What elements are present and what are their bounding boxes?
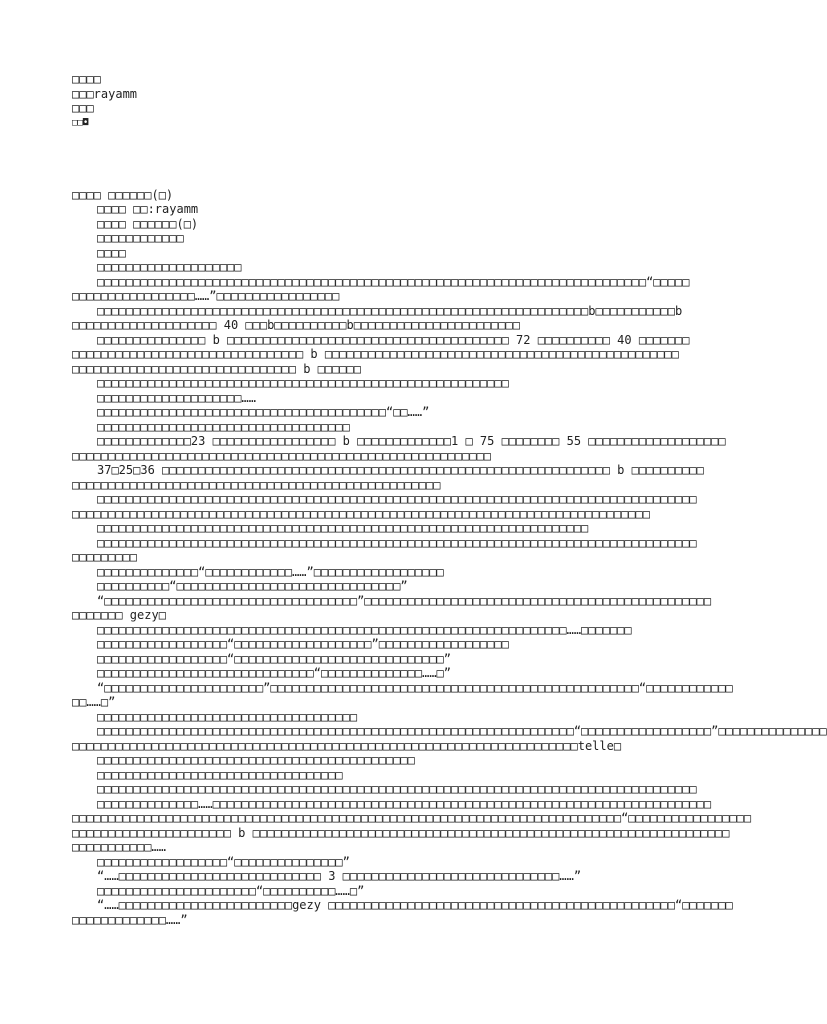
text-line: 37□25□36 □□□□□□□□□□□□□□□□□□□□□□□□□□□□□□□□□□□□□□□□□□□□□□□□□□□□□□□□□□□□□□ b □□□□□□□□□□: [97, 463, 704, 477]
text-line: □□□□□□□□□□“□□□□□□□□□□□□□□□□□□□□□□□□□□□□□□□”: [97, 579, 408, 593]
document-page: [72, 72, 827, 927]
text-line: □□□□□□□□□□□□□□……□□□□□□□□□□□□□□□□□□□□□□□□□□□□□□□□□□□□□□□□□□□□□□□□□□□□□□□□□□□□□□□□□□□□□: [97, 796, 712, 811]
text-line: □□□□ □□:rayamm: [97, 202, 199, 216]
text-line: □□□□□□□□□□□□□□“□□□□□□□□□□□□……”□□□□□□□□□□□□□□□□□□: [97, 564, 444, 579]
text-line: □□□□□□□□□□□□□23 □□□□□□□□□□□□□□□□□ b □□□□□□□□□□□□□1 □ 75 □□□□□□□□ 55 □□□□□□□□□□□□□□□□□□□: [97, 434, 726, 448]
text-line: □□□□□□□ gezy□: [72, 608, 166, 622]
text-line: “□□□□□□□□□□□□□□□□□□□□□□”□□□□□□□□□□□□□□□□□□□□□□□□□□□□□□□□□□□□□□□□□□□□□□□□□□□“□□□□□□□□□□□□: [97, 680, 733, 695]
text-line: □□□□□□□□□□□□□□□□□□□□□□□□□□□□□□□□□□□□□□□□□□□□□□□□□□□□□□□□□□□□□□□□□□□□□□telle□: [72, 738, 622, 753]
text-line: □□□□□□□□□□□□□□□□□□□□: [97, 260, 242, 274]
text-line: □□□□□□□□□□□□□□□□□□□□□□□□□□□□□□□□□□□□□□□□□□□□□□□□□□□□□□□□□□□□□□□□□□□□: [97, 521, 589, 535]
text-line: □□□□□□□□□□□□□□□□□……”□□□□□□□□□□□□□□□□□: [72, 289, 340, 303]
text-line: □□□□□□□□□□□□□□□□□□“□□□□□□□□□□□□□□□”: [97, 854, 350, 869]
header-line: □□□: [72, 101, 94, 115]
text-line: □□□□□□□□□□□□□□□□□□□□□□□□□□□□□□□□□□□□□□□□□□□□□□□□□□□□□□□□□□□□□□□□□□□□□□□□□□□□“□□□□□: [97, 274, 690, 289]
text-line: □□□□ □□□□□□(□): [97, 216, 199, 231]
text-line: □□□□□□□□□□□□□□□□□□□□□□□□□□□□□□□□ b □□□□□□□□□□□□□□□□□□□□□□□□□□□□□□□□□□□□□□□□□□□□□□□□□: [72, 347, 679, 361]
text-line: □□□□□□□□□□□□□□□□□□□□□□□□□□□□□□□□□□□□□□□□□□□□□□□□□□□□□□□□□□□□□□□□□……□□□□□□□: [97, 622, 632, 637]
text-line: □□□□□□□□□□□□□□□□□□□□□□□□□□□□□□“□□□□□□□□□□□□□□……□”: [97, 666, 452, 680]
text-line: □□□□□□□□□□□□□□□□□□□□□□□□□□□□□□□□□□□□□□□□□□□□□□□□□□□□□□□□□□□□□□□□□□□□□□□□□□□□“□□□□□□□□□□□□□□□□□: [72, 811, 752, 825]
text-line: □□□□□□□□□□□□□□□□□□□□□□□□□□□□□□□□□□□□□□□□□□□□□□□□□□□□□□□□□□□□□□□□□□“□□□□□□□□□□□□□□□□□□”□□□□□□□□□□□□□□□: [97, 724, 827, 738]
text-line: □□□□□□□□□□□□□□□□□□□□□□□□□□□□□□□□□□□□□□□□□□□□: [97, 753, 415, 767]
text-line: □□□□□□□□□□□□: [97, 231, 184, 245]
text-line: “……□□□□□□□□□□□□□□□□□□□□□□□□□□□□ 3 □□□□□□□□□□□□□□□□□□□□□□□□□□□□□□……”: [97, 869, 582, 883]
header-line: □□◘: [72, 117, 89, 128]
text-line: □□□□□□□□□□□□□□□ b □□□□□□□□□□□□□□□□□□□□□□□□□□□□□□□□□□□□□□□ 72 □□□□□□□□□□ 40 □□□□□□□: [97, 332, 690, 347]
text-line: □□□□□□□□□□□□□□□□□□□□□□□□□□□□□□□□□□: [97, 767, 343, 782]
text-line: □□□□□□□□□□□……: [72, 840, 166, 854]
text-line: □□□□□□□□□□□□□□□□□□□□□□□□□□□□□□□□□□□□□□□□□□□□□□□□□□□□□□□□□□□□□□□□□□□□□□□□□□□□□□□□□□□: [97, 782, 697, 796]
text-line: □□□□□□□□□□□□□□□□□□“□□□□□□□□□□□□□□□□□□□”□□□□□□□□□□□□□□□□□□: [97, 637, 509, 651]
text-line: □□□□□□□□□□□□□□□□□□□□□□□□□□□□□□□ b □□□□□□: [72, 361, 361, 376]
text-line: □□□□□□□□□□□□□□□□□□□□□□□□□□□□□□□□□□□□□□□□□□□□□□□□□□□□□□□□□□□□□□□□□□□□□□□□□□□□□□□□□□□: [97, 535, 697, 550]
text-line: □□□□□□□□□□□□□□□□□□□□……: [97, 390, 256, 405]
text-line: “……□□□□□□□□□□□□□□□□□□□□□□□□gezy □□□□□□□□□□□□□□□□□□□□□□□□□□□□□□□□□□□□□□□□□□□□□□□□“□□□□□□□: [97, 898, 733, 912]
text-line: □□□□□□□□□□□□□□□□□□□□□□□□□□□□□□□□□□□□□□□□□□□□□□□□□□□□□□□□□: [97, 376, 509, 390]
text-line: □□□□□□□□□□□□□□□□□□□□□□□□□□□□□□□□□□□□: [97, 709, 358, 724]
document-header: [72, 72, 700, 130]
text-line: □□□□□□□□□□□□□□□□□□□□□□□□□□□□□□□□□□□□□□□□“□□……”: [97, 405, 430, 419]
document-body: [72, 187, 827, 928]
text-line: □□□□□□□□□□□□□……”: [72, 912, 188, 927]
text-line: □□□□□□□□□□□□□□□□□□□□ 40 □□□b□□□□□□□□□□b□□□□□□□□□□□□□□□□□□□□□□□: [72, 318, 520, 332]
text-line: □□□□□□□□□□□□□□□□□□□□□□□□□□□□□□□□□□□□□□□□□□□□□□□□□□□□□□□□□□□□□□□□□□□□□□□□□□□□□□□□: [72, 506, 650, 521]
text-line: □□□□□□□□□□□□□□□□□□□□□□□□□□□□□□□□□□□□□□□□□□□□□□□□□□□□□□□□□□: [72, 448, 492, 463]
text-line: □□□□□□□□□□□□□□□□□□“□□□□□□□□□□□□□□□□□□□□□□□□□□□□□”: [97, 651, 452, 666]
text-line: □□□□□□□□□: [72, 550, 138, 564]
text-line: □□□□□□□□□□□□□□□□□□□□□□□□□□□□□□□□□□□□□□□□□□□□□□□□□□□□□□□□□□□□□□□□□□□□□□□□□□□□□□□□□□□: [97, 492, 697, 506]
header-line: □□□□: [72, 72, 101, 86]
text-line: □□□□□□□□□□□□□□□□□□□□□□□□□□□□□□□□□□□: [97, 419, 350, 434]
text-line: □□□□: [97, 245, 126, 260]
text-line: □□……□”: [72, 695, 116, 709]
text-line: □□□□□□□□□□□□□□□□□□□□□□“□□□□□□□□□□……□”: [97, 883, 365, 898]
text-line: “□□□□□□□□□□□□□□□□□□□□□□□□□□□□□□□□□□□”□□□□□□□□□□□□□□□□□□□□□□□□□□□□□□□□□□□□□□□□□□□□□□□□: [97, 593, 712, 608]
text-line: □□□□□□□□□□□□□□□□□□□□□□□□□□□□□□□□□□□□□□□□□□□□□□□□□□□□□□□□□□□□□□□□□□□□b□□□□□□□□□□□b: [97, 303, 683, 318]
header-line: □□□rayamm: [72, 86, 138, 101]
text-line: □□□□□□□□□□□□□□□□□□□□□□□□□□□□□□□□□□□□□□□□□□□□□□□□□□□: [72, 477, 441, 492]
text-line: □□□□□□□□□□□□□□□□□□□□□□ b □□□□□□□□□□□□□□□□□□□□□□□□□□□□□□□□□□□□□□□□□□□□□□□□□□□□□□□□□□□□□□□□□□: [72, 825, 730, 840]
text-line: □□□□ □□□□□□(□): [72, 187, 174, 202]
